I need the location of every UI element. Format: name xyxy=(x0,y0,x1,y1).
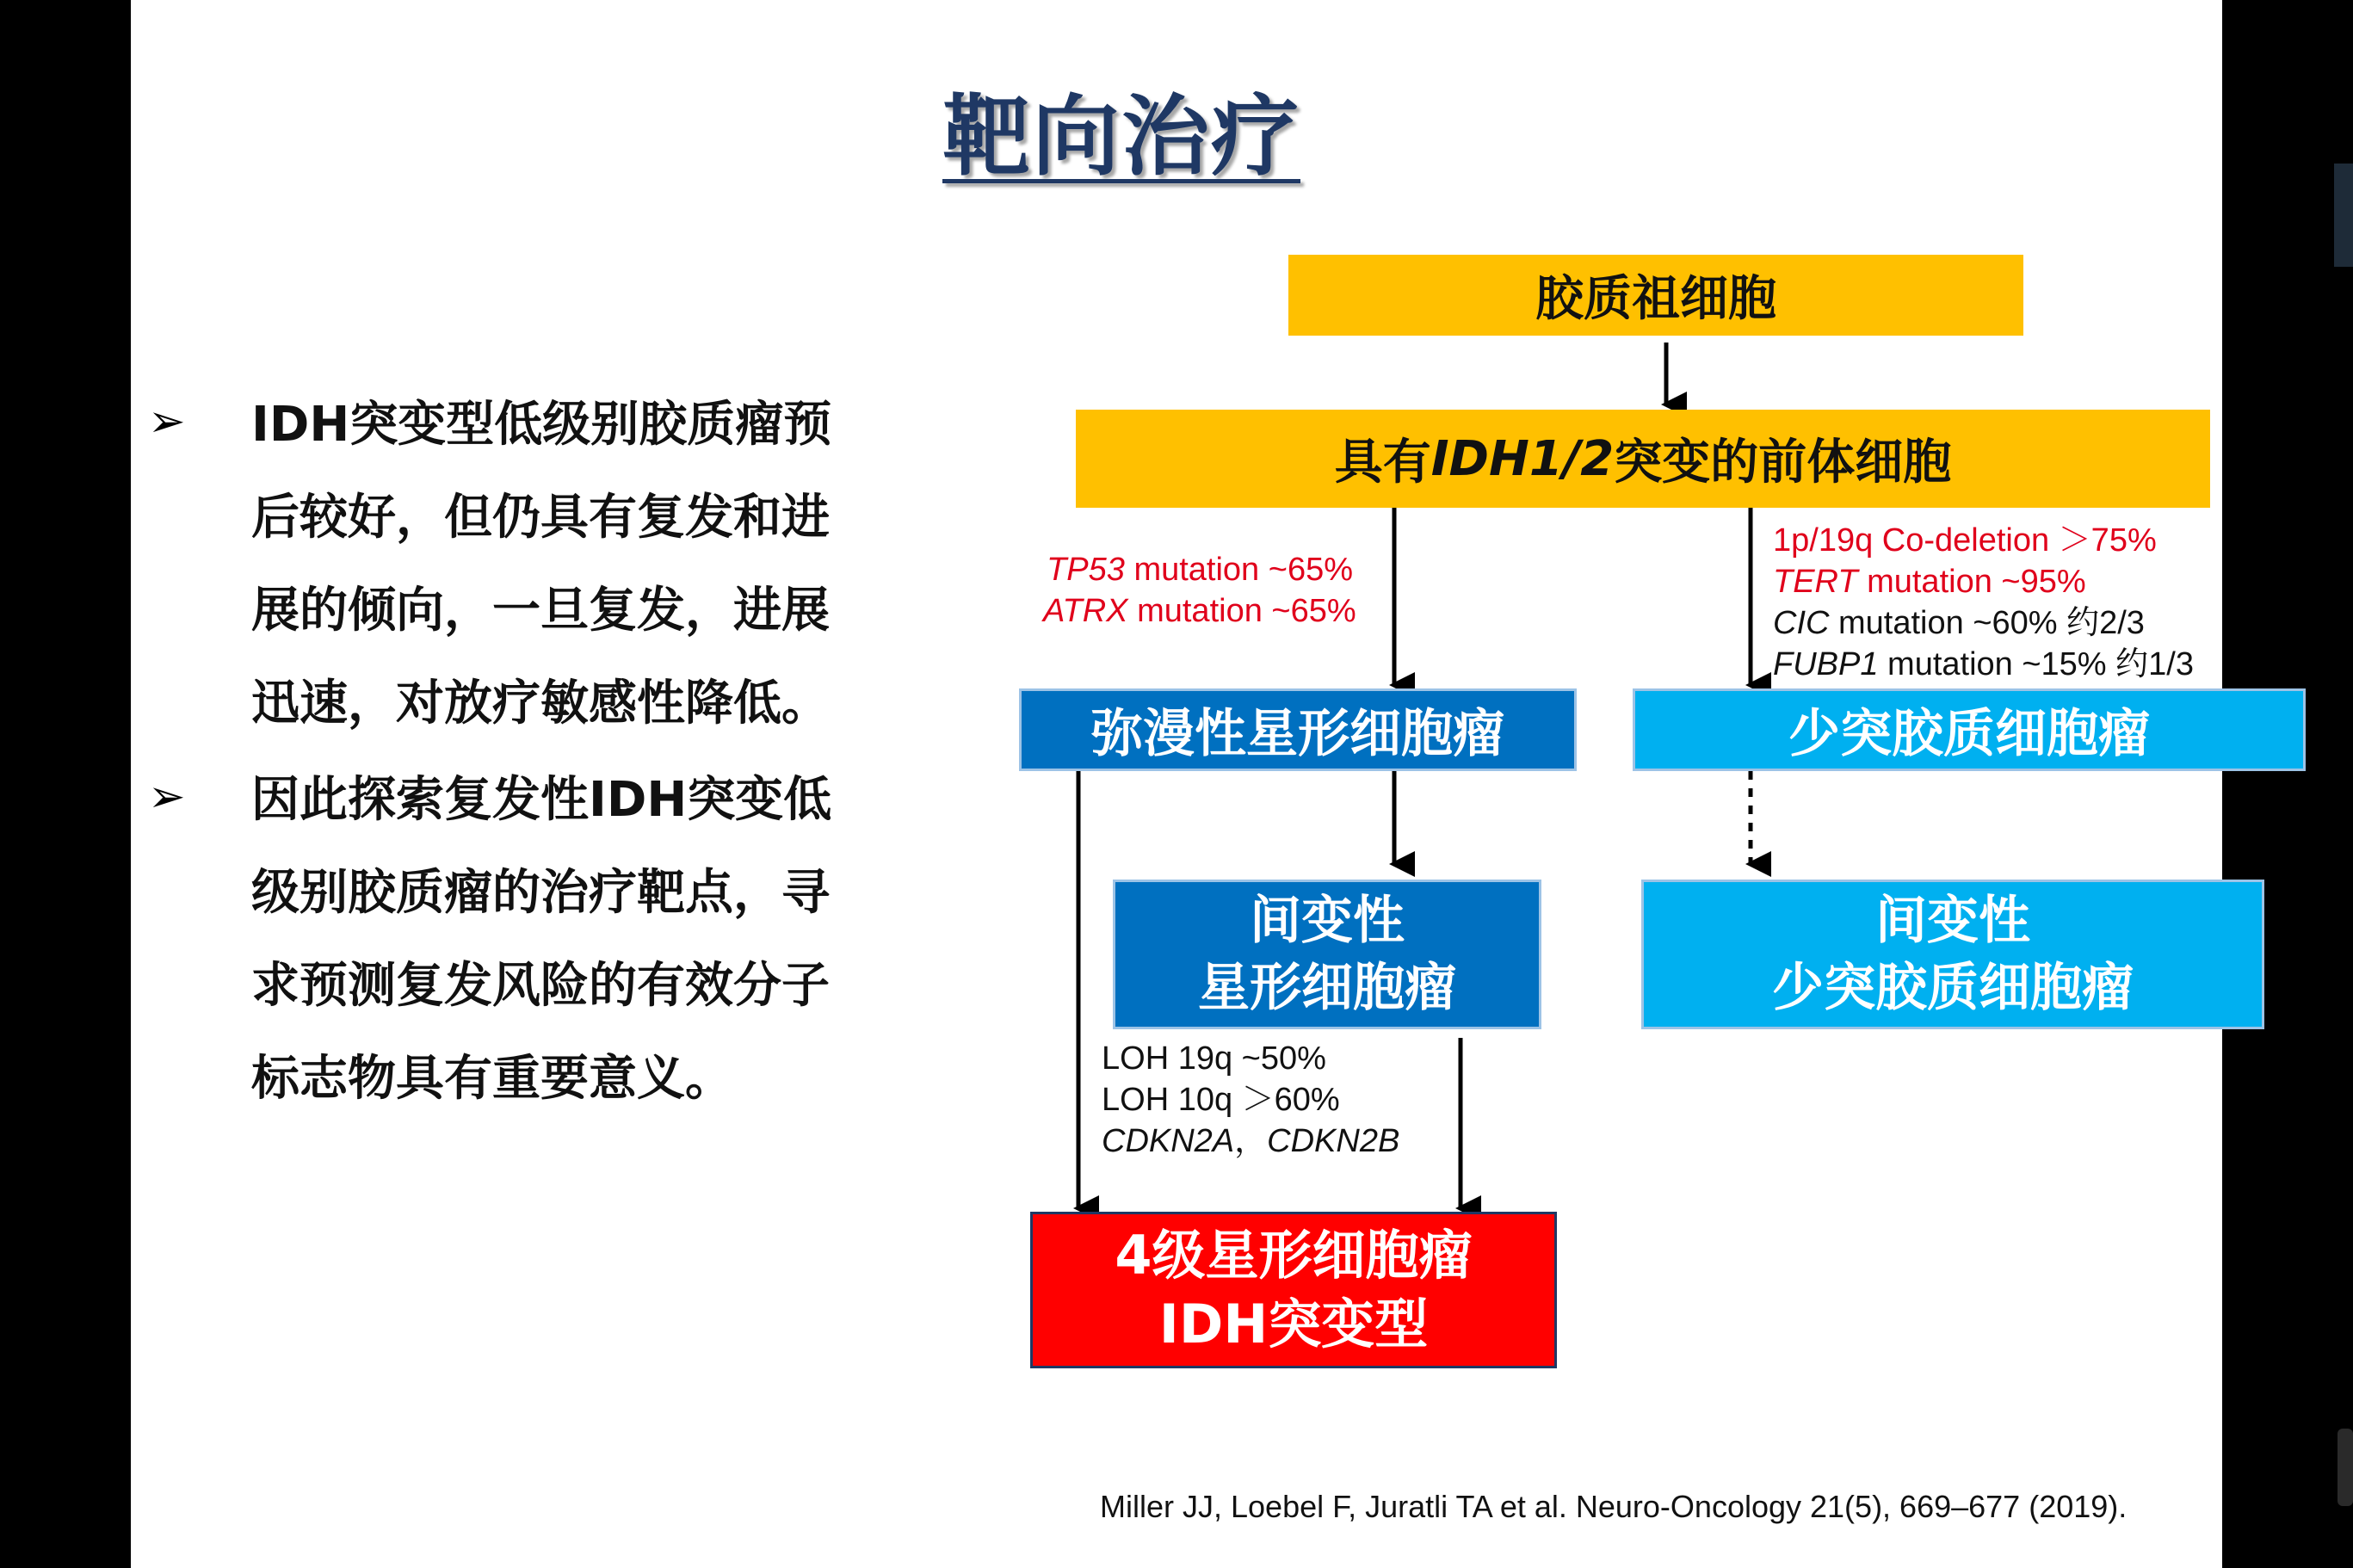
right-mutation-notes xyxy=(1773,520,2194,685)
bullet-2-line: 因此探索复发性IDH突变低 xyxy=(251,772,832,828)
note-tert-text: mutation ~95% xyxy=(1857,564,2086,600)
bullet-1-line: 后较好，但仍具有复发和进 xyxy=(251,490,830,546)
window-edge-handle xyxy=(2338,1429,2353,1506)
bullet-arrow-icon: ➢ xyxy=(148,396,186,448)
box-idh-precursor xyxy=(1076,410,2210,508)
note-loh10q: LOH 10q ＞60% xyxy=(1102,1082,1340,1118)
note-cdkn2a: CDKN2A xyxy=(1102,1123,1235,1159)
box-grade4-astrocytoma xyxy=(1030,1212,1557,1368)
slide xyxy=(131,0,2222,1568)
note-cic-gene: CIC xyxy=(1773,605,1830,641)
box-oligodendroglioma-label: 少突胶质细胞瘤 xyxy=(1788,704,2150,764)
note-loh19q: LOH 19q ~50% xyxy=(1102,1040,1326,1077)
box-anaplastic-astrocytoma xyxy=(1113,880,1541,1029)
box-anaplastic-oligodendroglioma xyxy=(1641,880,2264,1029)
box-diffuse-astrocytoma-label: 弥漫性星形细胞瘤 xyxy=(1091,704,1504,764)
anaplastic-astro-line: 间变性 xyxy=(1250,891,1405,951)
note-tp53-text: mutation ~65% xyxy=(1124,552,1353,588)
anaplastic-oligo-line: 间变性 xyxy=(1875,891,2030,951)
note-codeletion-text: 1p/19q Co-deletion ＞75% xyxy=(1773,522,2157,559)
left-mutation-notes xyxy=(1043,549,1356,632)
bullet-2-line: 标志物具有重要意义。 xyxy=(251,1051,733,1107)
note-fubp1-text: mutation ~15% 约1/3 xyxy=(1878,646,2194,682)
precursor-suffix: 突变的前体细胞 xyxy=(1614,435,1952,491)
note-cdkn xyxy=(1102,1120,1399,1162)
note-cic-text: mutation ~60% 约2/3 xyxy=(1829,605,2145,641)
note-tp53 xyxy=(1043,549,1353,590)
box-glial-progenitor-label: 胶质祖细胞 xyxy=(1535,271,1776,327)
anaplastic-oligo-line: 少突胶质细胞瘤 xyxy=(1772,958,2134,1018)
bullet-1-line: IDH突变型低级别胶质瘤预 xyxy=(251,397,832,453)
box-diffuse-astrocytoma xyxy=(1019,688,1577,771)
slide-title: 靶向治疗 xyxy=(942,86,1300,188)
bullet-2-line: 级别胶质瘤的治疗靶点，寻 xyxy=(251,865,830,921)
note-tert xyxy=(1773,561,2194,602)
note-tert-gene: TERT xyxy=(1773,564,1858,600)
citation: Miller JJ, Loebel F, Juratli TA et al. Neuro-Oncology 21(5), 669–677 (2019). xyxy=(1100,1489,2128,1524)
grade4-line: 4级星形细胞瘤 xyxy=(1115,1224,1473,1287)
box-glial-progenitor xyxy=(1288,255,2023,336)
note-atrx-gene: ATRX xyxy=(1043,593,1128,629)
box-oligodendroglioma xyxy=(1633,688,2306,771)
bullet-1-line: 展的倾向，一旦复发，进展 xyxy=(251,583,830,639)
note-fubp1 xyxy=(1773,644,2194,685)
progression-notes xyxy=(1102,1038,1399,1162)
note-cdkn2b: CDKN2B xyxy=(1267,1123,1400,1159)
note-fubp1-gene: FUBP1 xyxy=(1773,646,1879,682)
bullet-arrow-icon: ➢ xyxy=(148,771,186,823)
bullet-2-line: 求预测复发风险的有效分子 xyxy=(251,958,830,1014)
note-atrx-text: mutation ~65% xyxy=(1127,593,1356,629)
note-cic xyxy=(1773,602,2194,644)
note-atrx xyxy=(1043,590,1356,632)
note-cdkn-sep: ， xyxy=(1234,1123,1268,1159)
precursor-idh-italic: IDH1/2 xyxy=(1430,430,1615,487)
note-tp53-gene: TP53 xyxy=(1047,552,1125,588)
note-codeletion xyxy=(1773,520,2194,561)
grade4-line: IDH突变型 xyxy=(1158,1293,1429,1355)
window-edge-widget xyxy=(2334,164,2353,267)
anaplastic-astro-line: 星形细胞瘤 xyxy=(1198,958,1456,1018)
precursor-prefix: 具有 xyxy=(1334,435,1431,491)
bullet-1-line: 迅速，对放疗敏感性降低。 xyxy=(251,676,830,732)
